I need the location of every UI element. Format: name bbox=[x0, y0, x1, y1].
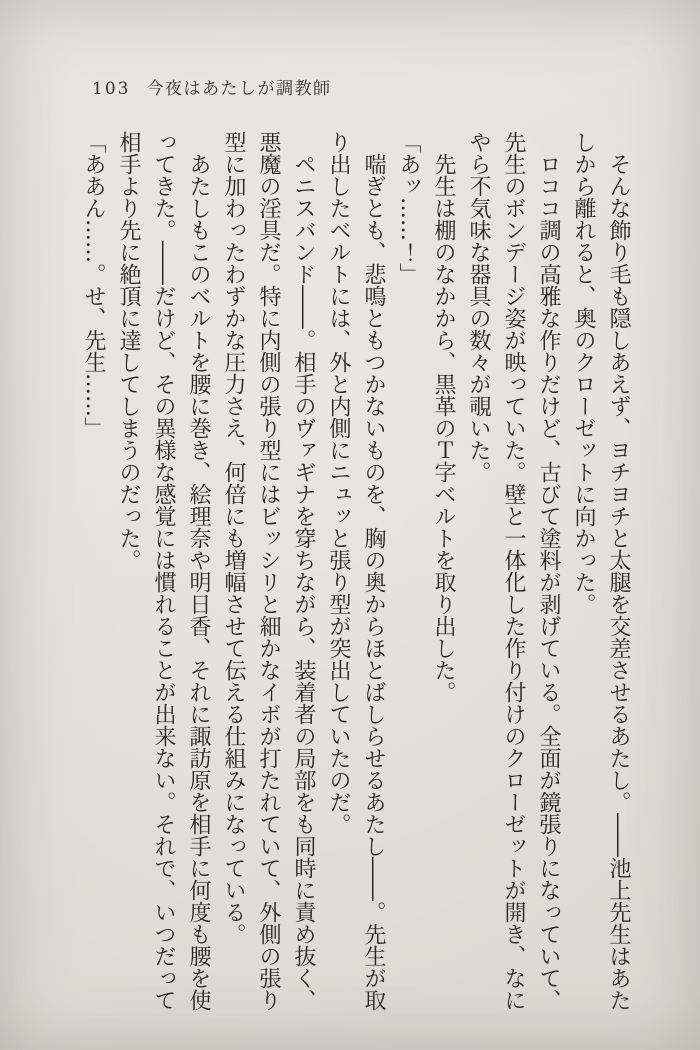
header-title: 今夜はあたしが調教師 bbox=[146, 79, 332, 99]
paragraph: そんな飾り毛も隠しあえず、ヨチヨチと太腿を交差させるあたし。――池上先生はあたしから離れると、奥のクローゼットに向かった。 bbox=[571, 131, 631, 1011]
paragraph-dialogue: 「ああん……。せ、先生……」 bbox=[81, 131, 106, 439]
paragraph: あたしもこのベルトを腰に巻き、絵理奈や明日香、それに諏訪原を相手に何度も腰を使ってきた。――だけど、その異様な感覚には慣れることが出来ない。それで、いつだって相手より先に絶頂に達してしまうのだった。 bbox=[116, 131, 211, 1011]
paragraph: 先生は棚のなかから、黒革のＴ字ベルトを取り出した。 bbox=[431, 131, 456, 703]
page-number: 103 bbox=[92, 79, 131, 99]
paragraph-dialogue: 「あッ……！」 bbox=[396, 131, 421, 285]
vertical-text-block bbox=[76, 131, 636, 1013]
running-header bbox=[92, 74, 331, 99]
paragraph: ペニスバンド――。相手のヴァギナを穿ちながら、装着者の局部をも同時に責め抜く、悪魔の淫具だ。特に内側の張り型にはビッシリと細かなイボが打たれていて、外側の張り型に加わったわずかな圧力さえ、何倍にも増幅させて伝える仕組みになっている。 bbox=[221, 131, 316, 1011]
paragraph: ロココ調の高雅な作りだけど、古びて塗料が剥げている。全面が鏡張りになっていて、先生のボンデージ姿が映っていた。壁と一体化した作り付けのクローゼットが開き、なにやら不気味な器具の数々が覗いた。 bbox=[466, 131, 561, 1011]
paragraph: 喘ぎとも、悲鳴ともつかないものを、胸の奥からほとばしらせるあたし――。先生が取り出したベルトには、外と内側にニュッと張り型が突出していたのだ。 bbox=[326, 131, 386, 1011]
